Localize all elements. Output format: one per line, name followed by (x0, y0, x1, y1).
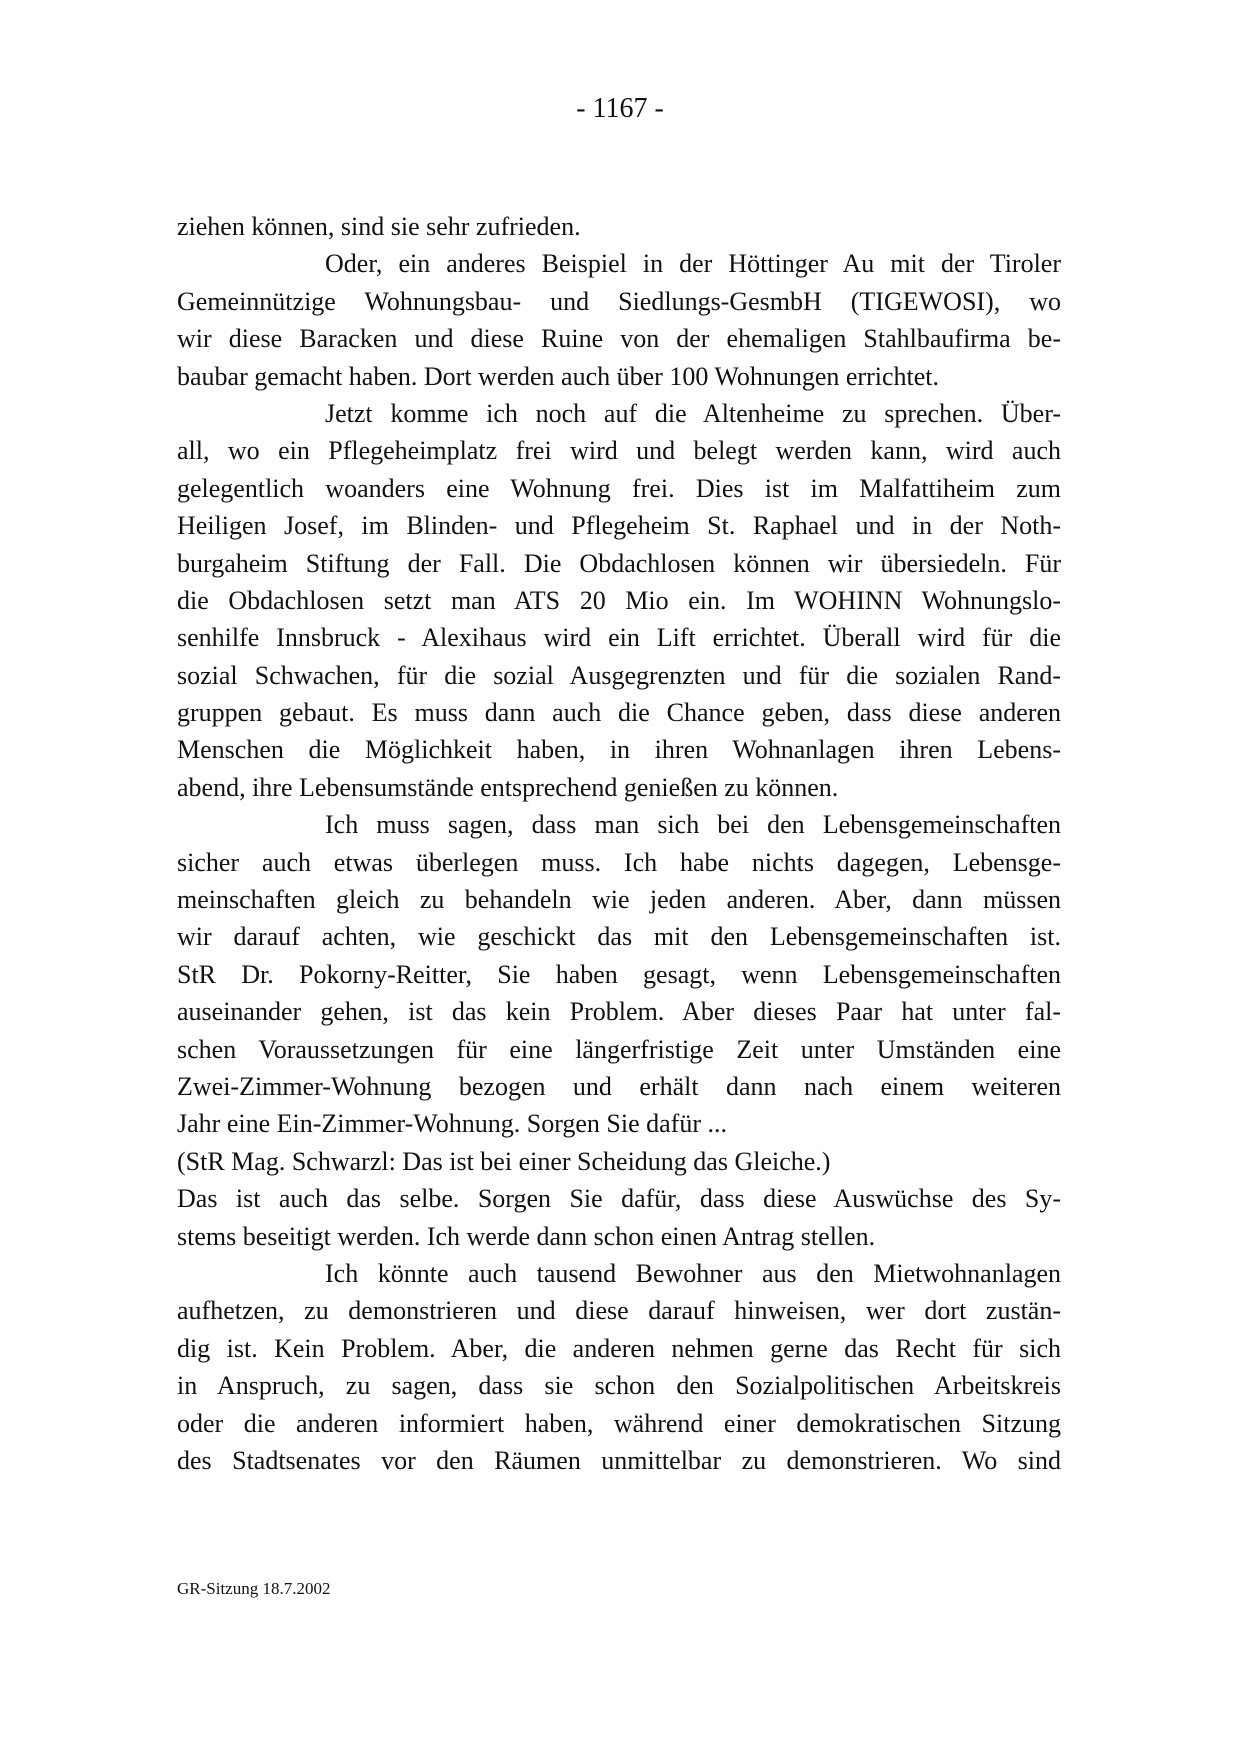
text-line: Heiligen Josef, im Blinden- und Pflegeheim St. Raphael und in der Noth- (177, 511, 1061, 541)
text-line: burgaheim Stiftung der Fall. Die Obdachlosen können wir übersiedeln. Für (177, 548, 1061, 578)
paragraph (177, 395, 1061, 806)
text-line: Jetzt komme ich noch auf die Altenheime zu sprechen. Über- (325, 398, 1061, 428)
text-line: all, wo ein Pflegeheimplatz frei wird und belegt werden kann, wird auch (177, 436, 1061, 466)
text-line: oder die anderen informiert haben, während einer demokratischen Sitzung (177, 1408, 1061, 1438)
text-line: Menschen die Möglichkeit haben, in ihren Wohnanlagen ihren Lebens- (177, 735, 1061, 765)
text-line: aufhetzen, zu demonstrieren und diese darauf hinweisen, wer dort zustän- (177, 1296, 1061, 1326)
text-line: in Anspruch, zu sagen, dass sie schon den Sozialpolitischen Arbeitskreis (177, 1371, 1061, 1401)
text-line: dig ist. Kein Problem. Aber, die anderen nehmen gerne das Recht für sich (177, 1333, 1061, 1363)
text-line: sozial Schwachen, für die sozial Ausgegrenzten und für die sozialen Rand- (177, 660, 1061, 690)
text-line: StR Dr. Pokorny-Reitter, Sie haben gesagt, wenn Lebensgemeinschaften (177, 959, 1061, 989)
text-line: senhilfe Innsbruck - Alexihaus wird ein Lift errichtet. Überall wird für die (177, 623, 1061, 653)
text-line: Gemeinnützige Wohnungsbau- und Siedlungs-GesmbH (TIGEWOSI), wo (177, 286, 1061, 316)
body-text (177, 208, 1061, 1479)
paragraph (177, 208, 1061, 245)
text-line: gruppen gebaut. Es muss dann auch die Chance geben, dass diese anderen (177, 698, 1061, 728)
text-line: ziehen können, sind sie sehr zufrieden. (177, 212, 581, 241)
page-number: - 1167 - (576, 93, 664, 124)
text-line: wir diese Baracken und diese Ruine von der ehemaligen Stahlbaufirma be- (177, 324, 1061, 354)
text-line: (StR Mag. Schwarzl: Das ist bei einer Scheidung das Gleiche.) (177, 1146, 831, 1176)
text-line: die Obdachlosen setzt man ATS 20 Mio ein. Im WOHINN Wohnungslo- (177, 585, 1061, 615)
paragraph (177, 245, 1061, 395)
paragraph (177, 1143, 1061, 1180)
text-line: Jahr eine Ein-Zimmer-Wohnung. Sorgen Sie dafür ... (177, 1109, 727, 1139)
paragraph (177, 806, 1061, 1143)
text-line: sicher auch etwas überlegen muss. Ich habe nichts dagegen, Lebensge- (177, 847, 1061, 877)
text-line: wir darauf achten, wie geschickt das mit den Lebensgemeinschaften ist. (177, 922, 1061, 952)
text-line: auseinander gehen, ist das kein Problem. Aber dieses Paar hat unter fal- (177, 997, 1061, 1027)
text-line: baubar gemacht haben. Dort werden auch über 100 Wohnungen errichtet. (177, 361, 939, 391)
text-line: abend, ihre Lebensumstände entsprechend genießen zu können. (177, 772, 839, 802)
paragraph (177, 1180, 1061, 1255)
text-line: Das ist auch das selbe. Sorgen Sie dafür, dass diese Auswüchse des Sy- (177, 1184, 1061, 1214)
text-line: meinschaften gleich zu behandeln wie jeden anderen. Aber, dann müssen (177, 885, 1061, 915)
footer-session-date: GR-Sitzung 18.7.2002 (177, 1579, 331, 1598)
text-line: Oder, ein anderes Beispiel in der Höttinger Au mit der Tiroler (325, 249, 1061, 279)
text-line: Ich muss sagen, dass man sich bei den Lebensgemeinschaften (325, 810, 1061, 840)
text-line: gelegentlich woanders eine Wohnung frei. Dies ist im Malfattiheim zum (177, 473, 1061, 503)
paragraph (177, 1255, 1061, 1479)
text-line: schen Voraussetzungen für eine längerfristige Zeit unter Umständen eine (177, 1034, 1061, 1064)
text-line: Ich könnte auch tausend Bewohner aus den Mietwohnanlagen (325, 1258, 1061, 1288)
text-line: stems beseitigt werden. Ich werde dann schon einen Antrag stellen. (177, 1221, 876, 1251)
text-line: Zwei-Zimmer-Wohnung bezogen und erhält dann nach einem weiteren (177, 1071, 1061, 1101)
text-line: des Stadtsenates vor den Räumen unmittelbar zu demonstrieren. Wo sind (177, 1445, 1061, 1475)
